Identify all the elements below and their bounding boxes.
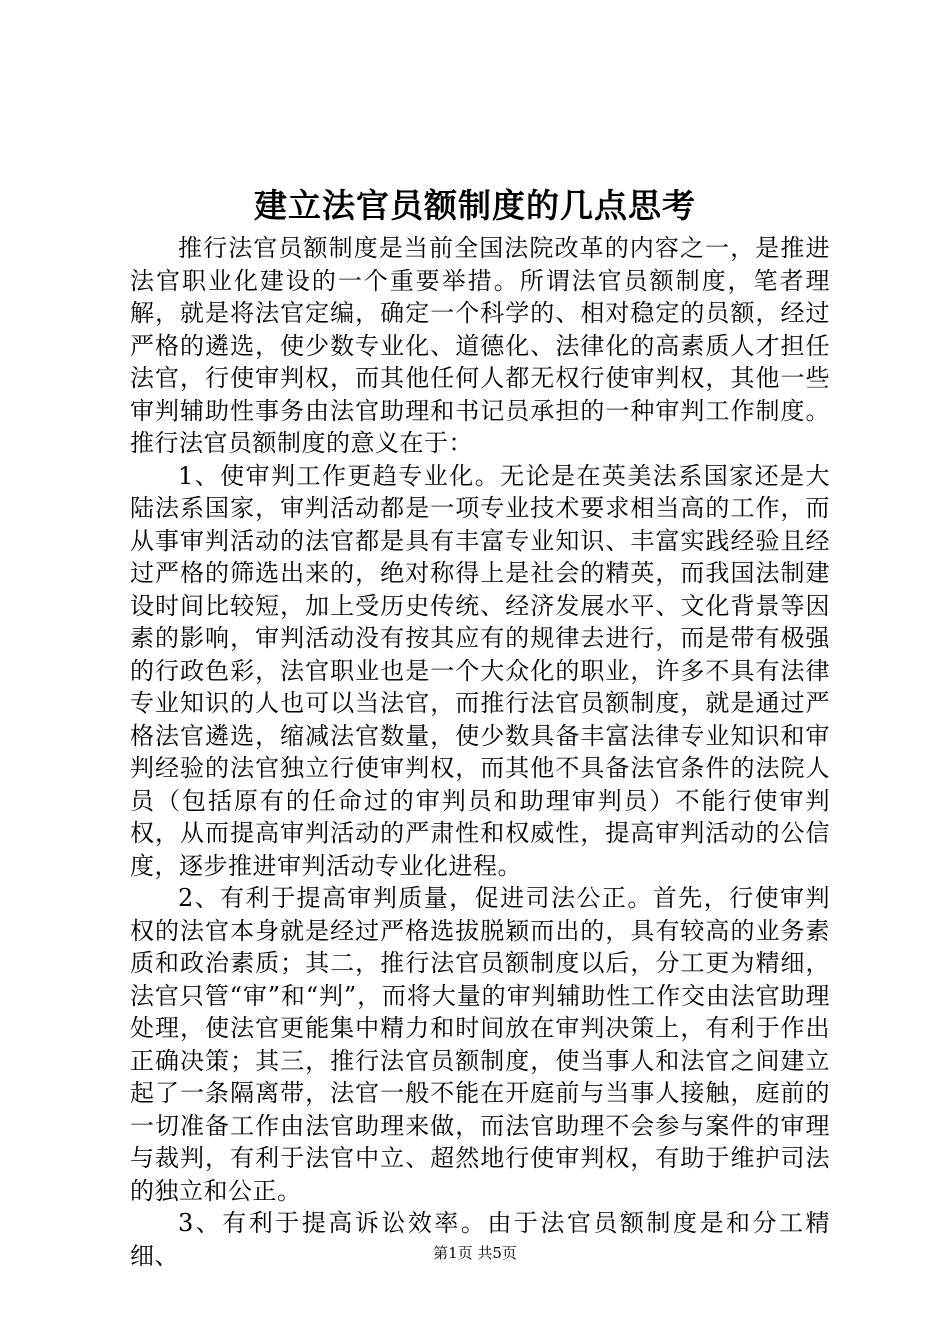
paragraph-point-1: 1、使审判工作更趋专业化。无论是在英美法系国家还是大陆法系国家，审判活动都是一项专业技术要求相当高的工作，而从事审判活动的法官都是具有丰富专业知识、丰富实践经验且经过严格的筛选出来的，绝对称得上是社会的精英，而我国法制建设时间比较短，加上受历史传统、经济发展水平、文化背景等因素的影响，审判活动没有按其应有的规律去进行，而是带有极强的行政色彩，法官职业也是一个大众化的职业，许多不具有法律专业知识的人也可以当法官，而推行法官员额制度，就是通过严格法官遴选，缩减法官数量，使少数具备丰富法律专业知识和审判经验的法官独立行使审判权，而其他不具备法官条件的法院人员（包括原有的任命过的审判员和助理审判员）不能行使审判权，从而提高审判活动的严肃性和权威性，提高审判活动的公信度，逐步推进审判活动专业化进程。 — [130, 461, 830, 880]
page-footer: 第1页 共5页 — [433, 1244, 517, 1262]
paragraph-point-3: 3、有利于提高诉讼效率。由于法官员额制度是和分工精细、 — [130, 1209, 830, 1270]
paragraph-point-2: 2、有利于提高审判质量，促进司法公正。首先，行使审判权的法官本身就是经过严格选拔脱颖而出的，具有较高的业务素质和政治素质；其二，推行法官员额制度以后，分工更为精细，法官只管“审”和“判”，而将大量的审判辅助性工作交由法官助理处理，使法官更能集中精力和时间放在审判决策上，有利于作出正确决策；其三，推行法官员额制度，使当事人和法官之间建立起了一条隔离带，法官一般不能在开庭前与当事人接触，庭前的一切准备工作由法官助理来做，而法官助理不会参与案件的审理与裁判，有利于法官中立、超然地行使审判权，有助于维护司法的独立和公正。 — [130, 884, 830, 1205]
paragraph-intro: 推行法官员额制度是当前全国法院改革的内容之一，是推进法官职业化建设的一个重要举措。所谓法官员额制度，笔者理解，就是将法官定编，确定一个科学的、相对稳定的员额，经过严格的遴选，使少数专业化、道德化、法律化的高素质人才担任法官，行使审判权，而其他任何人都无权行使审判权，其他一些审判辅助性事务由法官助理和书记员承担的一种审判工作制度。推行法官员额制度的意义在于： — [130, 234, 830, 457]
document-body — [130, 232, 830, 1272]
document-title: 建立法官员额制度的几点思考 — [254, 186, 696, 225]
